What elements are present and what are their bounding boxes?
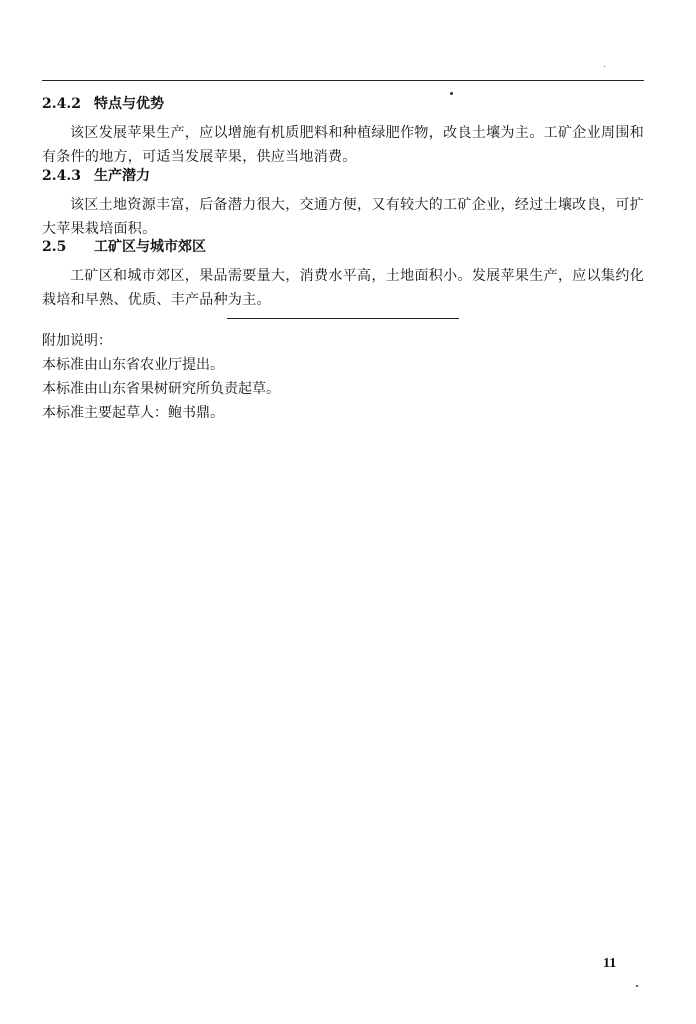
section-heading-2-4-2 xyxy=(42,94,164,114)
section-number: 2.5 xyxy=(42,239,67,255)
notes-heading: 附加说明： xyxy=(42,333,112,349)
section-paragraph-2-4-3: 该区土地资源丰富，后备潜力很大，交通方便，又有较大的工矿企业，经过土壤改良，可扩大苹果栽培面积。 xyxy=(42,197,644,237)
header-rule xyxy=(42,80,644,81)
section-number: 2.4.3 xyxy=(42,168,81,184)
section-number: 2.4.2 xyxy=(42,96,81,112)
section-paragraph-2-4-2: 该区发展苹果生产，应以增施有机质肥料和种植绿肥作物，改良土壤为主。工矿企业周围和有条件的地方，可适当发展苹果，供应当地消费。 xyxy=(42,125,644,165)
section-divider xyxy=(227,318,459,319)
scan-speck xyxy=(636,985,638,987)
note-line: 本标准由山东省果树研究所负责起草。 xyxy=(42,381,280,397)
section-heading-2-4-3 xyxy=(42,166,150,186)
section-title: 特点与优势 xyxy=(94,96,164,112)
section-paragraph-2-5: 工矿区和城市郊区，果品需要量大，消费水平高，土地面积小。发展苹果生产，应以集约化栽培和早熟、优质、丰产品种为主。 xyxy=(42,268,644,308)
note-line: 本标准由山东省农业厅提出。 xyxy=(42,357,224,373)
section-title: 生产潜力 xyxy=(94,168,150,184)
section-heading-2-5 xyxy=(42,237,206,257)
page-number: 11 xyxy=(603,956,617,971)
scan-speck xyxy=(604,66,605,67)
note-line: 本标准主要起草人：鲍书鼎。 xyxy=(42,405,224,421)
section-title: 工矿区与城市郊区 xyxy=(94,239,206,255)
scan-speck xyxy=(450,92,453,95)
